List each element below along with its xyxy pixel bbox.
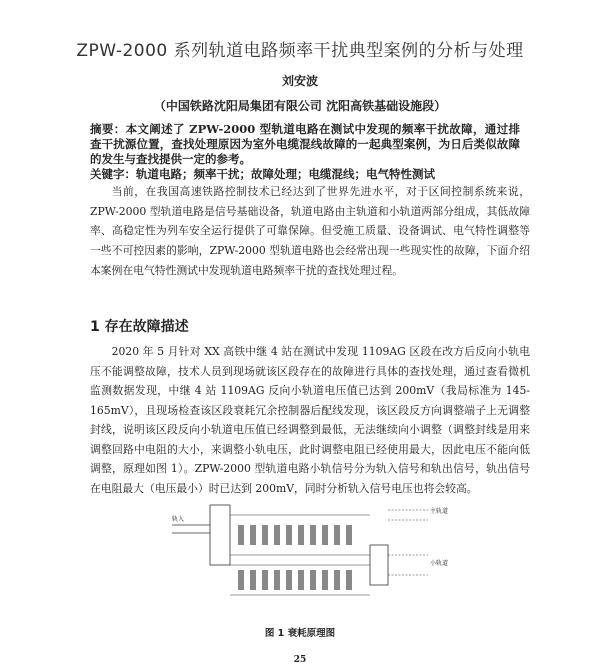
resistor bbox=[274, 570, 280, 590]
resistor bbox=[298, 525, 304, 545]
resistor bbox=[334, 525, 340, 545]
resistor bbox=[346, 570, 352, 590]
figure-label-input: 轨入 bbox=[172, 516, 185, 523]
resistor bbox=[310, 570, 316, 590]
paper-title: ZPW-2000 系列轨道电路频率干扰典型案例的分析与处理 bbox=[76, 41, 524, 61]
resistor bbox=[322, 570, 328, 590]
abstract-label: 摘要： bbox=[90, 122, 126, 136]
resistor bbox=[274, 525, 280, 545]
keywords-label: 关键字： bbox=[90, 167, 136, 181]
resistor bbox=[286, 570, 292, 590]
resistor-ladder bbox=[238, 525, 352, 545]
figure-caption: 图 1 衰耗原理图 bbox=[264, 628, 336, 639]
section-heading: 1 存在故障描述 bbox=[90, 319, 189, 335]
figure-label-small: 小轨道 bbox=[430, 560, 449, 567]
keywords-text: 轨道电路；频率干扰；故障处理；电缆混线；电气特性测试 bbox=[136, 167, 435, 181]
resistor bbox=[250, 570, 256, 590]
keywords bbox=[90, 167, 520, 182]
abstract-text: 本文阐述了 ZPW-2000 型轨道电路在测试中发现的频率干扰故障，通过排查干扰源位置，查找处理原因为室外电缆混线故障的一起典型案例，为日后类似故障的发生与查找提供一定的参考。 bbox=[90, 122, 520, 166]
resistor bbox=[334, 570, 340, 590]
resistor bbox=[262, 570, 268, 590]
resistor bbox=[322, 525, 328, 545]
page-number: 25 bbox=[293, 655, 307, 665]
resistor bbox=[310, 525, 316, 545]
author: 刘安波 bbox=[281, 74, 318, 88]
resistor bbox=[262, 525, 268, 545]
figure-label-main: 主轨道 bbox=[430, 508, 449, 515]
affiliation: （中国铁路沈阳局集团有限公司 沈阳高铁基础设施段） bbox=[153, 99, 447, 113]
attenuation-circuit-diagram bbox=[170, 485, 450, 615]
abstract bbox=[90, 122, 520, 167]
resistor bbox=[286, 525, 292, 545]
resistor bbox=[238, 525, 244, 545]
output-transformer bbox=[370, 545, 388, 585]
section-paragraph: 2020 年 5 月针对 XX 高铁中继 4 站在测试中发现 1109AG 区段在改方后反向小轨电压不能调整故障，技术人员到现场就该区段存在的故障进行具体的查找处理，通过查看微机监测数据发现，中继 4 站 1109AG 反向小轨道电压值已达到 200mV（我局标准为 145-165mV），且现场检查该区段衰耗冗余控制器后配线发现，该区段反方向调整端子上无调整封线，说明该区段反向小轨道电压值已经调整到最低，无法继续向小调整（调整封线是用来调整回路中电阻的大小，来调整小轨电压，此时调整电阻已经使用最大，因此电压不能向低调整，原理如图 1）。ZPW-2000 型轨道电路小轨信号分为轨入信号和轨出信号，轨出信号在电阻最大（电压最小）时已达到 200mV，同时分析轨入信号电压也将会较高。 bbox=[90, 345, 530, 495]
intro-paragraph: 当前，在我国高速铁路控制技术已经达到了世界先进水平，对于区间控制系统来说，ZPW-2000 型轨道电路是信号基础设备，轨道电路由主轨道和小轨道两部分组成，其低故障率、高稳定性为列车安全运行提供了可靠保障。但受施工质量、设备调试、电气特性调整等一些不可控因素的影响，ZPW-2000 型轨道电路也会经常出现一些现实性的故障，下面介绍本案例在电气特性测试中发现轨道电路频率干扰的查找处理过程。 bbox=[90, 185, 530, 277]
resistor bbox=[238, 570, 244, 590]
resistor bbox=[346, 525, 352, 545]
resistor-ladder-lower bbox=[238, 570, 352, 590]
resistor bbox=[298, 570, 304, 590]
attenuator-block bbox=[210, 505, 230, 565]
resistor bbox=[250, 525, 256, 545]
